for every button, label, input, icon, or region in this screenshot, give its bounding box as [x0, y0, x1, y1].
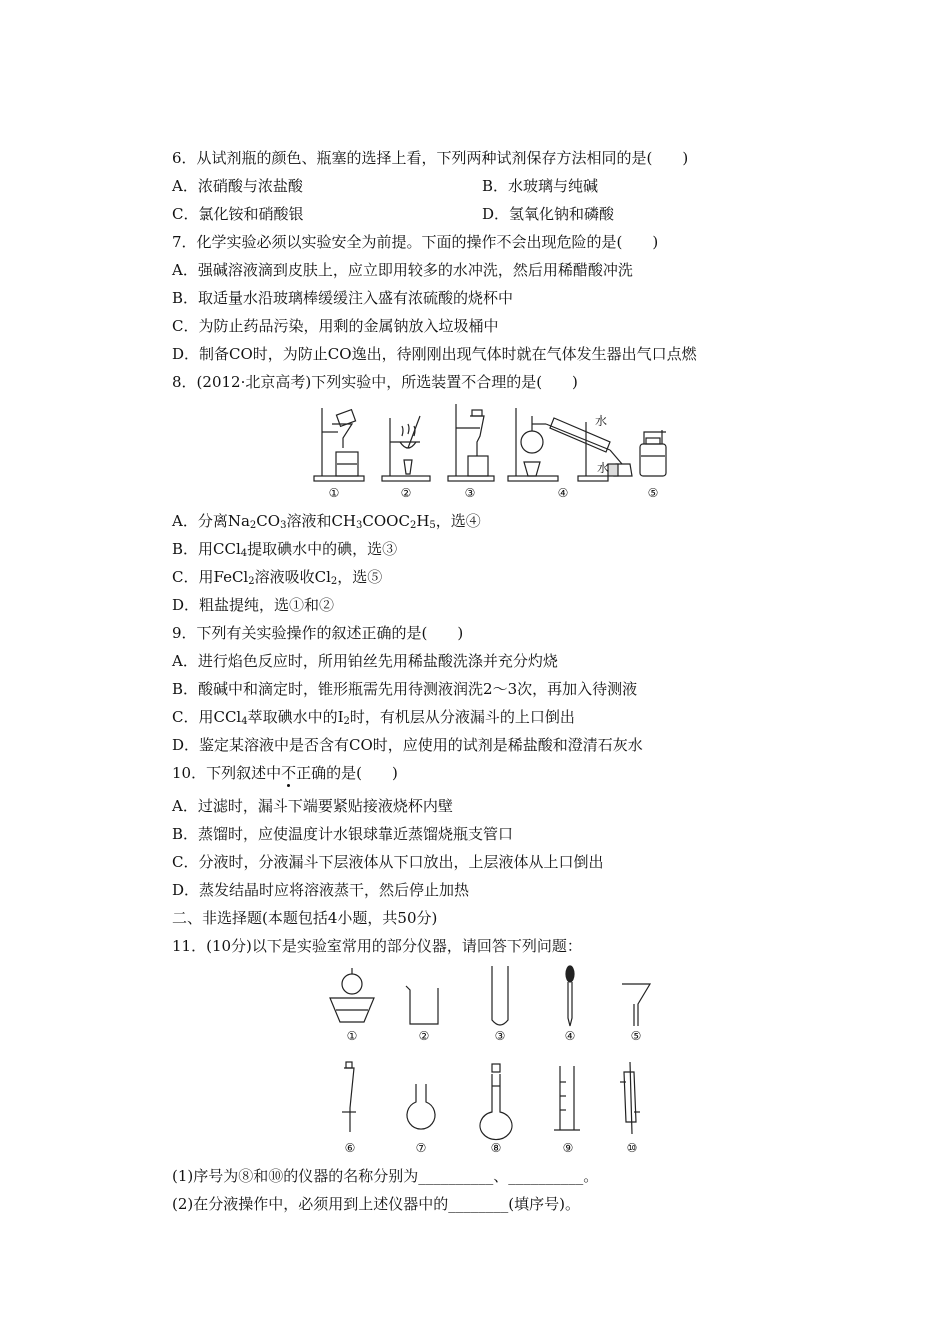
- q10-option-c: C．分液时，分液漏斗下层液体从下口放出，上层液体从上口倒出: [172, 853, 604, 871]
- q10-option-d: D．蒸发结晶时应将溶液蒸干，然后停止加热: [172, 881, 470, 899]
- graduated-cylinder: [554, 1066, 580, 1130]
- q9-option-c: C．用CCl$_4$萃取碘水中的$I_2$时，有机层从分液漏斗的上口倒出: [172, 708, 575, 727]
- separatory-funnel-apparatus: [448, 404, 494, 481]
- q8-option-d: D．粗盐提纯，选①和②: [172, 596, 335, 614]
- volumetric-flask: [480, 1064, 512, 1140]
- q8-stem: 8．(2012·北京高考)下列实验中，所选装置不合理的是( ): [172, 373, 578, 391]
- q7-option-d: D．制备CO时，为防止CO逸出，待刚刚出现气体时就在气体发生器出气口点燃: [172, 345, 697, 363]
- q7-stem: 7．化学实验必须以实验安全为前提。下面的操作不会出现危险的是( ): [172, 233, 659, 251]
- q11-label-3: ③: [494, 1029, 506, 1043]
- q8-label-4: ④: [557, 486, 569, 500]
- gas-washing-bottle: [640, 430, 666, 476]
- q7-option-a: A．强碱溶液滴到皮肤上，应立即用较多的水冲洗，然后用稀醋酸冲洗: [172, 261, 633, 279]
- q9-option-b: B．酸碱中和滴定时，锥形瓶需先用待测液润洗2～3次，再加入待测液: [172, 680, 638, 698]
- funnel: [622, 984, 650, 1026]
- test-tube: [492, 966, 508, 1025]
- q6-option-d: D．氢氧化钠和磷酸: [482, 205, 615, 223]
- q8-apparatus-figure: [310, 402, 675, 502]
- q11-stem: 11．(10分)以下是实验室常用的部分仪器，请回答下列问题：: [172, 937, 582, 955]
- q11-label-1: ①: [346, 1029, 358, 1043]
- q6-option-a: A．浓硝酸与浓盐酸: [172, 177, 303, 195]
- q9-option-d: D．鉴定某溶液中是否含有CO时，应使用的试剂是稀盐酸和澄清石灰水: [172, 736, 643, 754]
- q11-label-6: ⑥: [344, 1141, 356, 1155]
- q11-part-2: (2)在分液操作中，必须用到上述仪器中的________(填序号)。: [172, 1195, 580, 1213]
- q11-part-1: (1)序号为⑧和⑩的仪器的名称分别为__________、__________。: [172, 1167, 599, 1185]
- q8-label-5: ⑤: [647, 486, 659, 500]
- q7-option-b: B．取适量水沿玻璃棒缓缓注入盛有浓硫酸的烧杯中: [172, 289, 514, 307]
- filtration-apparatus: [314, 408, 364, 481]
- q11-label-10: ⑩: [626, 1141, 638, 1155]
- q11-label-2: ②: [418, 1029, 430, 1043]
- round-bottom-flask: [407, 1084, 435, 1129]
- q11-instruments-figure: [320, 962, 660, 1158]
- q11-label-5: ⑤: [630, 1029, 642, 1043]
- q8-option-a: A．分离$Na_2CO_3$溶液和$CH_3COOC_2H_5$，选④: [172, 512, 481, 531]
- water-out-label: 水: [595, 414, 608, 428]
- q6-option-c: C．氯化铵和硝酸银: [172, 205, 304, 223]
- condenser: [620, 1062, 640, 1134]
- q8-label-1: ①: [328, 486, 340, 500]
- q11-label-8: ⑧: [490, 1141, 502, 1155]
- dropper: [566, 966, 574, 1026]
- q8-label-2: ②: [400, 486, 412, 500]
- q8-label-3: ③: [464, 486, 476, 500]
- water-in-label: 水: [597, 461, 610, 475]
- q6-option-b: B．水玻璃与纯碱: [482, 177, 599, 195]
- separatory-funnel: [342, 1062, 356, 1132]
- q10-option-a: A．过滤时，漏斗下端要紧贴接液烧杯内壁: [172, 797, 453, 815]
- distillation-apparatus: [508, 408, 632, 481]
- q7-option-c: C．为防止药品污染，用剩的金属钠放入垃圾桶中: [172, 317, 499, 335]
- q11-label-7: ⑦: [415, 1141, 427, 1155]
- q6-stem: 6．从试剂瓶的颜色、瓶塞的选择上看，下列两种试剂保存方法相同的是( ): [172, 149, 689, 167]
- q9-option-a: A．进行焰色反应时，所用铂丝先用稀盐酸洗涤并充分灼烧: [172, 652, 558, 670]
- section-heading: 二、非选择题(本题包括4小题，共50分): [172, 909, 438, 927]
- evaporation-apparatus: [382, 416, 430, 481]
- q9-stem: 9．下列有关实验操作的叙述正确的是( ): [172, 624, 464, 642]
- beaker: [406, 986, 438, 1024]
- q8-option-c: C．用FeCl$_2$溶液吸收$Cl_2$，选⑤: [172, 568, 383, 587]
- emphasis-mark: 不: [281, 764, 297, 782]
- q11-label-9: ⑨: [562, 1141, 574, 1155]
- alcohol-lamp: [330, 968, 374, 1022]
- q10-option-b: B．蒸馏时，应使温度计水银球靠近蒸馏烧瓶支管口: [172, 825, 514, 843]
- q11-label-4: ④: [564, 1029, 576, 1043]
- q10-stem: 10．下列叙述中不正确的是( ): [172, 764, 398, 782]
- q8-option-b: B．用CCl$_4$提取碘水中的碘，选③: [172, 540, 398, 559]
